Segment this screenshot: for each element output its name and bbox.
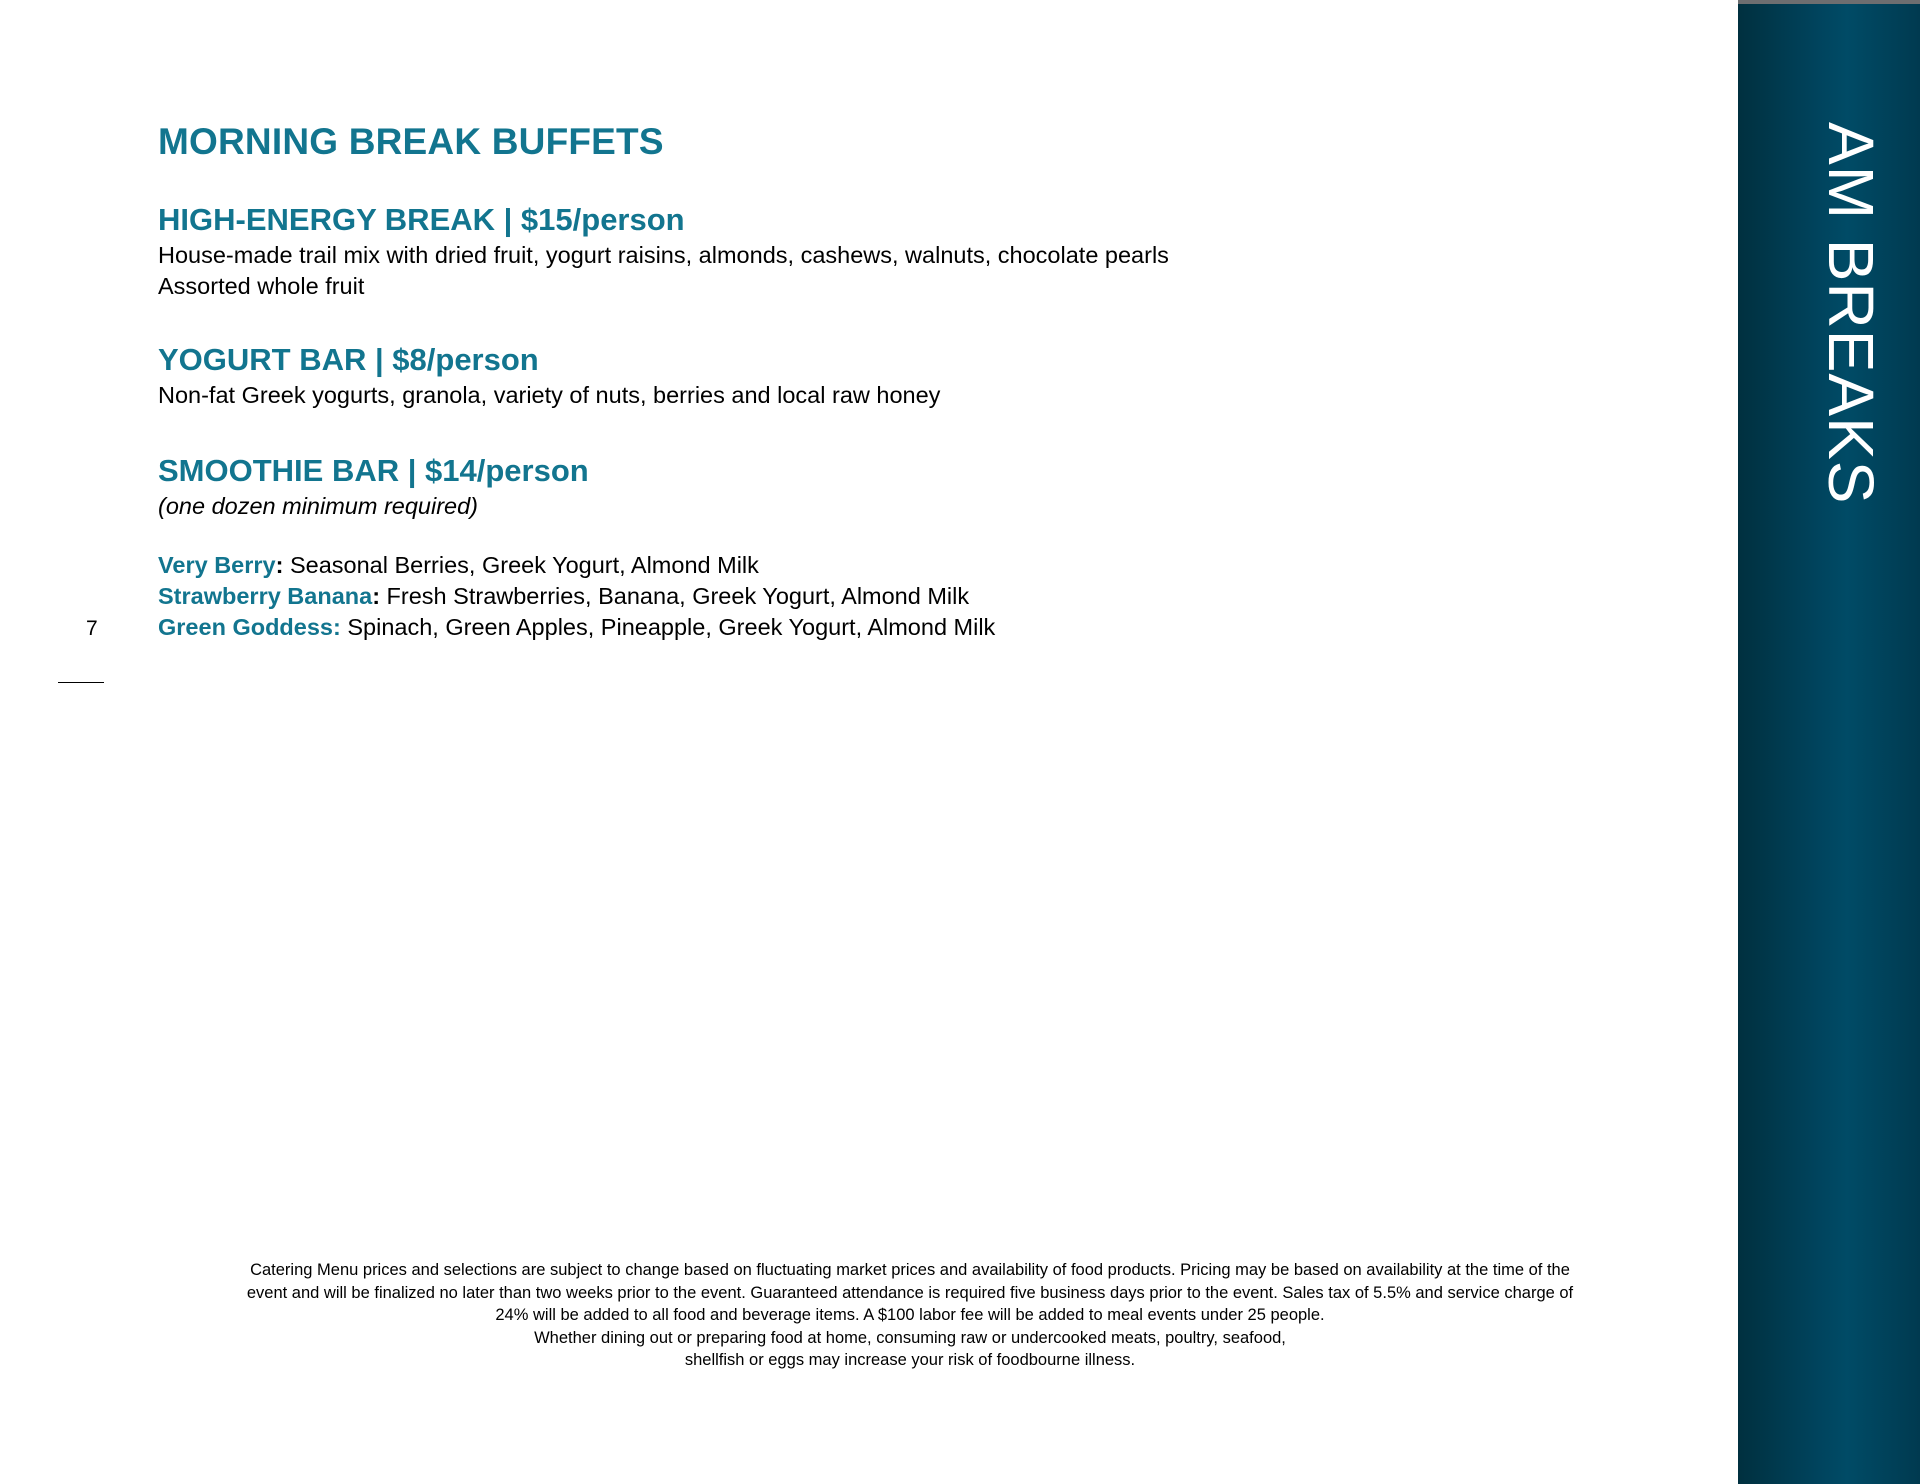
smoothie-name: Very Berry: [158, 552, 276, 578]
footer-line: 24% will be added to all food and beverage items. A $100 labor fee will be added to meal events under 25 people.: [495, 1306, 1325, 1324]
side-band: [1738, 0, 1920, 1484]
section-line: House-made trail mix with dried fruit, yogurt raisins, almonds, cashews, walnuts, chocolate pearls: [158, 242, 1169, 268]
page-title: MORNING BREAK BUFFETS: [158, 121, 664, 162]
smoothie-name: Green Goddess:: [158, 614, 341, 640]
section-line: Non-fat Greek yogurts, granola, variety of nuts, berries and local raw honey: [158, 382, 941, 408]
section-title: SMOOTHIE BAR | $14/person: [158, 453, 589, 488]
section-title: HIGH-ENERGY BREAK | $15/person: [158, 202, 685, 237]
smoothie-item: [158, 581, 1658, 612]
smoothie-description: Fresh Strawberries, Banana, Greek Yogurt, Almond Milk: [380, 583, 970, 609]
footer-line: Catering Menu prices and selections are subject to change based on fluctuating market prices and availability of food products. Pricing may be based on availability at the time of the: [250, 1261, 1570, 1279]
section-yogurt-bar: [158, 340, 1658, 411]
smoothie-description: Seasonal Berries, Greek Yogurt, Almond Milk: [283, 552, 759, 578]
smoothie-item: [158, 550, 1658, 581]
smoothie-separator: :: [275, 552, 284, 578]
smoothie-description: Spinach, Green Apples, Pineapple, Greek Yogurt, Almond Milk: [340, 614, 996, 640]
side-label: AM BREAKS: [1815, 122, 1887, 505]
menu-content: [158, 118, 1658, 643]
section-smoothie-bar: [158, 451, 1658, 643]
smoothie-separator: :: [372, 583, 381, 609]
smoothie-item: [158, 612, 1658, 643]
side-band-top-rule: [1738, 0, 1920, 4]
footer-disclaimer: [180, 1259, 1640, 1372]
smoothie-list: [158, 550, 1658, 643]
page-number: 7: [86, 617, 98, 640]
footer-line: shellfish or eggs may increase your risk of foodbourne illness.: [684, 1351, 1136, 1369]
section-high-energy-break: [158, 200, 1658, 302]
footer-line: Whether dining out or preparing food at home, consuming raw or undercooked meats, poultry, seafood,: [534, 1328, 1286, 1347]
minimum-note: (one dozen minimum required): [158, 493, 479, 519]
smoothie-name: Strawberry Banana: [158, 583, 373, 609]
footer-line: event and will be finalized no later than two weeks prior to the event. Guaranteed attendance is required five business days prior to the event. Sales tax of 5.5% and service charge of: [246, 1283, 1574, 1302]
section-title: YOGURT BAR | $8/person: [158, 342, 539, 377]
section-line: Assorted whole fruit: [158, 273, 365, 299]
page-number-rule: [58, 682, 104, 683]
